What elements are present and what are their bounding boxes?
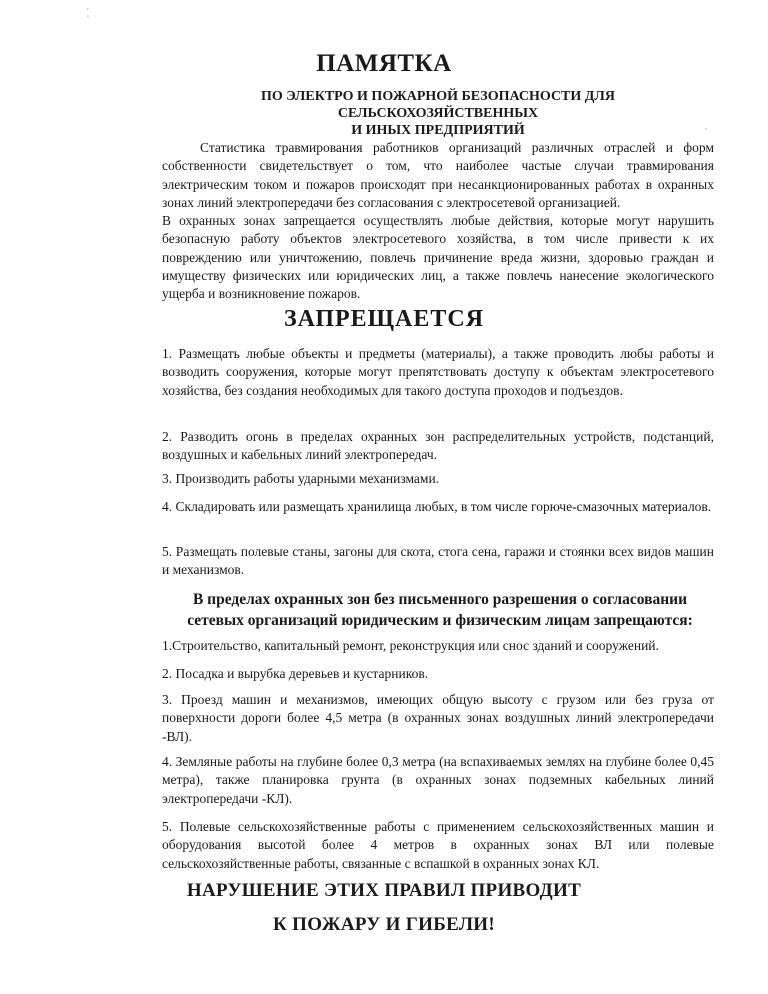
forbidden-item [162, 428, 714, 465]
zones-item [162, 818, 714, 873]
zones-item [162, 753, 714, 808]
scan-artifact: · [704, 122, 708, 136]
subtitle-line: ПО ЭЛЕКТРО И ПОЖАРНОЙ БЕЗОПАСНОСТИ ДЛЯ [261, 89, 615, 104]
zones-item-text: 3. Проезд машин и механизмов, имеющих общую высоту с грузом или без груза от поверхности дороги более 4,5 метра (в охранных зонах воздушных линий электропередачи -ВЛ). [162, 692, 714, 744]
forbidden-item-text: 2. Разводить огонь в пределах охранных зон распределительных устройств, подстанций, воздушных и кабельных линий электропередач. [162, 429, 714, 463]
warning-line: НАРУШЕНИЕ ЭТИХ ПРАВИЛ ПРИВОДИТ [186, 880, 582, 901]
forbidden-heading: ЗАПРЕЩАЕТСЯ [283, 306, 485, 332]
warning-line: К ПОЖАРУ И ГИБЕЛИ! [273, 914, 495, 935]
subtitle-line: И ИНЫХ ПРЕДПРИЯТИЙ [351, 123, 525, 138]
zones-heading-line: В пределах охранных зон без письменного разрешения о согласовании [192, 591, 688, 608]
forbidden-item [162, 345, 714, 400]
forbidden-item-text: 5. Размещать полевые станы, загоны для скота, стога сена, гаражи и стоянки всех видов машин и механизмов. [162, 544, 714, 578]
forbidden-item-text: 4. Складировать или размещать хранилища любых, в том числе горюче-смазочных материалов. [162, 499, 712, 514]
forbidden-item [162, 470, 714, 488]
zones-item [162, 691, 714, 746]
document-subtitle [200, 88, 676, 139]
zones-heading [140, 589, 740, 631]
zones-heading-line: сетевых организаций юридическим и физическим лицам запрещаются: [187, 612, 693, 629]
subtitle-line: СЕЛЬСКОХОЗЯЙСТВЕННЫХ [337, 106, 539, 121]
zones-item-text: 1.Строительство, капитальный ремонт, реконструкция или снос зданий и сооружений. [162, 638, 659, 653]
forbidden-item [162, 543, 714, 580]
scan-artifact: ⁚ [86, 6, 90, 20]
zones-item [162, 637, 714, 655]
intro-section [162, 139, 714, 304]
zones-item-text: 2. Посадка и вырубка деревьев и кустарников. [162, 666, 429, 681]
zones-item [162, 665, 714, 683]
forbidden-item-text: 1. Размещать любые объекты и предметы (материалы), а также проводить любы работы и возводить сооружения, которые могут препятствовать доступу к объектам электросетевого хозяйства, без создания необходимых для такого доступа проходов и подъездов. [162, 346, 714, 398]
zones-item-text: 5. Полевые сельскохозяйственные работы с применением сельскохозяйственных машин и оборудования высотой более 4 метров в охранных зонах ВЛ или полевые сельскохозяйственные работы, связанные с вспашкой в охранных зонах КЛ. [162, 819, 714, 871]
forbidden-item [162, 498, 714, 516]
zones-item-text: 4. Земляные работы на глубине более 0,3 метра (на вспахиваемых землях на глубине более 0,45 метра), также планировка грунта (в охранных зонах подземных кабельных линий электропередачи -КЛ). [162, 754, 714, 806]
document-title: ПАМЯТКА [316, 50, 452, 77]
intro-paragraph: Статистика травмирования работников организаций различных отраслей и форм собственности свидетельствует о том, что наиболее частые случаи травмирования электрическим током и пожаров происходят при несанкционированных работах в охранных зонах линий электропередачи без согласования с электросетевой организацией. [162, 140, 714, 210]
intro-paragraph: В охранных зонах запрещается осуществлять любые действия, которые могут нарушить безопасную работу объектов электросетевого хозяйства, в том числе привести к их повреждению или уничтожению, повлечь причинение вреда жизни, здоровью граждан и имуществу физических или юридических лиц, а также повлечь нанесение экологического ущерба и возникновение пожаров. [162, 213, 714, 302]
forbidden-item-text: 3. Производить работы ударными механизмами. [162, 471, 440, 486]
